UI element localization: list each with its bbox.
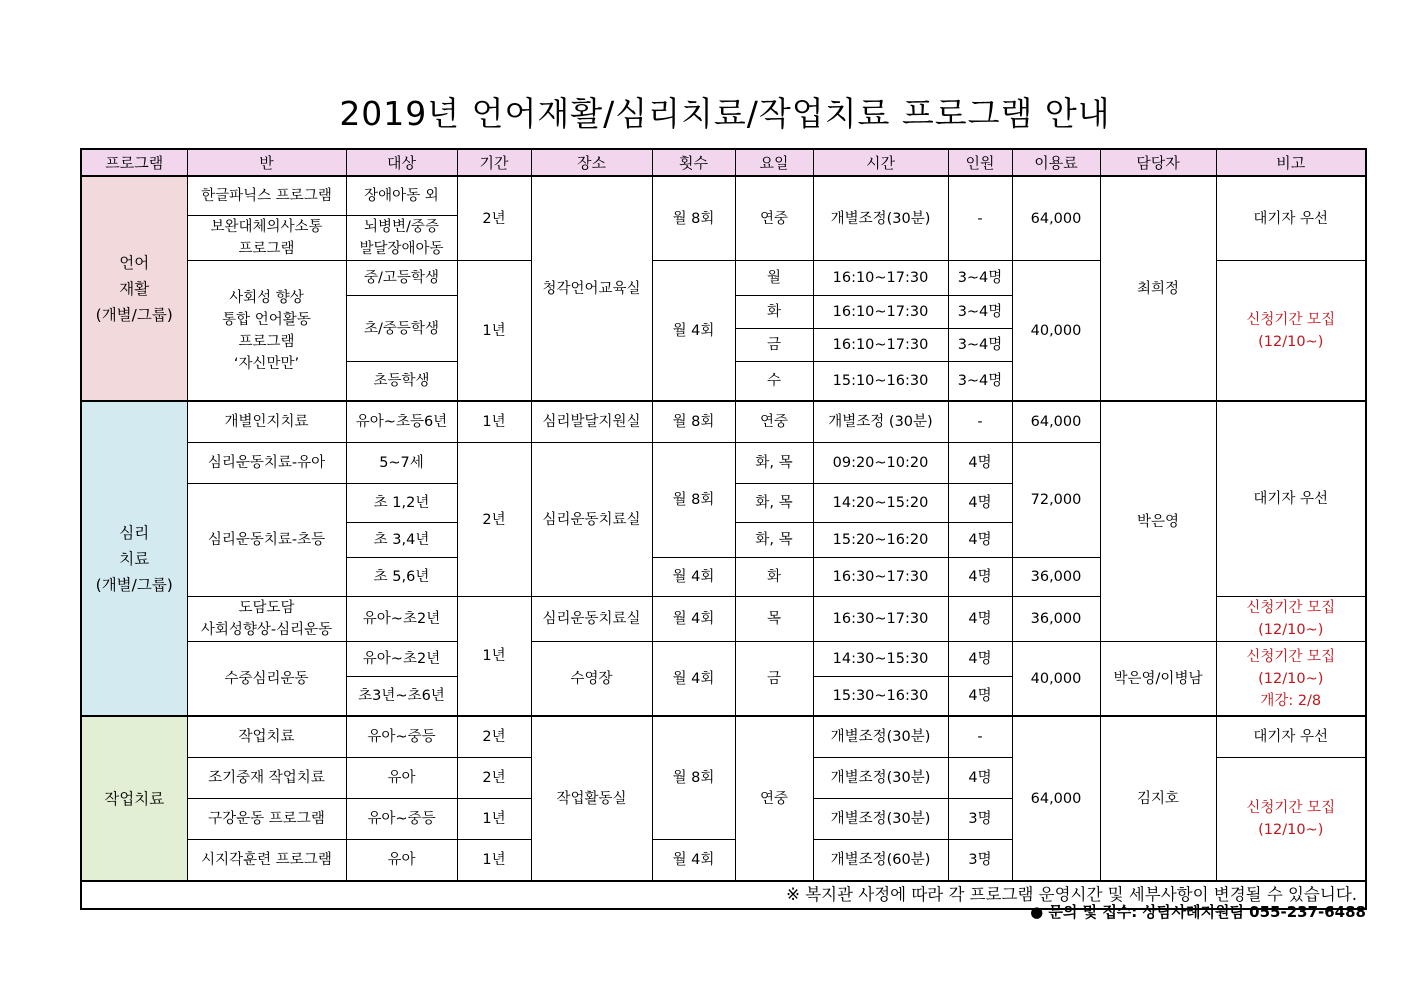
header-place: 장소 xyxy=(531,149,652,176)
table-cell: 초/중등학생 xyxy=(346,296,457,362)
table-cell: 유아~초등6년 xyxy=(346,401,457,443)
header-row xyxy=(81,149,1366,176)
table-cell: 14:20~15:20 xyxy=(813,484,948,523)
table-cell: 유아 xyxy=(346,840,457,882)
table-cell: 1년 xyxy=(457,799,531,840)
table-cell: 월 4회 xyxy=(652,558,735,597)
table-cell: 64,000 xyxy=(1012,401,1100,443)
table-cell: 16:10~17:30 xyxy=(813,329,948,362)
table-row xyxy=(81,716,1366,758)
table-cell: 시지각훈련 프로그램 xyxy=(187,840,346,882)
table-cell: 김지호 xyxy=(1100,716,1216,881)
table-cell: 월 8회 xyxy=(652,716,735,840)
table-cell: 대기자 우선 xyxy=(1216,401,1366,597)
recruit-note: 신청기간 모집 (12/10~) xyxy=(1216,758,1366,882)
table-cell: 개별조정 (30분) xyxy=(813,401,948,443)
table-cell: 16:10~17:30 xyxy=(813,296,948,329)
table-cell: 36,000 xyxy=(1012,597,1100,642)
table-cell: 초 5,6년 xyxy=(346,558,457,597)
table-cell: 2년 xyxy=(457,176,531,261)
table-cell: 박은영 xyxy=(1100,401,1216,642)
table-cell: 중/고등학생 xyxy=(346,261,457,296)
header-note: 비고 xyxy=(1216,149,1366,176)
table-cell: 2년 xyxy=(457,758,531,799)
table-cell: 보완대체의사소통 프로그램 xyxy=(187,216,346,261)
table-cell: 72,000 xyxy=(1012,443,1100,558)
table-cell: 수영장 xyxy=(531,642,652,717)
table-cell: 유아~중등 xyxy=(346,799,457,840)
table-cell: 4명 xyxy=(948,484,1012,523)
table-cell: 대기자 우선 xyxy=(1216,176,1366,261)
table-cell: 한글파닉스 프로그램 xyxy=(187,176,346,216)
table-cell: 15:20~16:20 xyxy=(813,523,948,558)
table-cell: 화, 목 xyxy=(735,484,813,523)
table-cell: 심리운동치료실 xyxy=(531,597,652,642)
table-cell: 수 xyxy=(735,362,813,402)
footnote: ※ 복지관 사정에 따라 각 프로그램 운영시간 및 세부사항이 변경될 수 있습니다. xyxy=(81,881,1366,909)
table-cell: 36,000 xyxy=(1012,558,1100,597)
recruit-note: 신청기간 모집 (12/10~) xyxy=(1216,261,1366,402)
table-cell: - xyxy=(948,716,1012,758)
table-cell: 작업활동실 xyxy=(531,716,652,881)
table-cell: 월 4회 xyxy=(652,261,735,402)
table-cell: 40,000 xyxy=(1012,642,1100,717)
table-cell: 개별조정(30분) xyxy=(813,716,948,758)
table-cell: 화 xyxy=(735,296,813,329)
table-cell: 3명 xyxy=(948,799,1012,840)
table-cell: 3~4명 xyxy=(948,362,1012,402)
table-cell: 2년 xyxy=(457,716,531,758)
table-cell: 3~4명 xyxy=(948,329,1012,362)
table-cell: 4명 xyxy=(948,523,1012,558)
table-cell: 초등학생 xyxy=(346,362,457,402)
table-cell: 2년 xyxy=(457,443,531,597)
table-cell: 연중 xyxy=(735,176,813,261)
table-row xyxy=(81,176,1366,216)
table-cell: 유아~중등 xyxy=(346,716,457,758)
page-title: 2019년 언어재활/심리치료/작업치료 프로그램 안내 xyxy=(339,94,1111,133)
table-cell: 심리운동치료실 xyxy=(531,443,652,597)
table-cell: 금 xyxy=(735,642,813,717)
table-row xyxy=(81,401,1366,443)
header-target: 대상 xyxy=(346,149,457,176)
table-cell: 월 4회 xyxy=(652,597,735,642)
table-cell: 14:30~15:30 xyxy=(813,642,948,677)
table-cell: 뇌병변/중증 발달장애아동 xyxy=(346,216,457,261)
table-cell: 화, 목 xyxy=(735,443,813,484)
header-program: 프로그램 xyxy=(81,149,187,176)
table-cell: 개별조정(30분) xyxy=(813,799,948,840)
table-cell: 월 xyxy=(735,261,813,296)
table-cell: 월 8회 xyxy=(652,443,735,558)
recruit-note: 신청기간 모집 (12/10~) 개강: 2/8 xyxy=(1216,642,1366,717)
table-cell: 16:30~17:30 xyxy=(813,558,948,597)
table-cell: 사회성 향상 통합 언어활동 프로그램 ‘자신만만’ xyxy=(187,261,346,402)
header-day: 요일 xyxy=(735,149,813,176)
table-cell: 16:30~17:30 xyxy=(813,597,948,642)
table-cell: 작업치료 xyxy=(187,716,346,758)
table-cell: 64,000 xyxy=(1012,716,1100,881)
table-cell: 5~7세 xyxy=(346,443,457,484)
table-cell: 4명 xyxy=(948,642,1012,677)
table-cell: 3~4명 xyxy=(948,296,1012,329)
table-cell: 16:10~17:30 xyxy=(813,261,948,296)
category-psychology: 심리 치료 (개별/그룹) xyxy=(81,401,187,716)
table-cell: 15:30~16:30 xyxy=(813,677,948,717)
table-cell: 월 8회 xyxy=(652,176,735,261)
table-cell: 월 8회 xyxy=(652,401,735,443)
table-cell: - xyxy=(948,176,1012,261)
header-class: 반 xyxy=(187,149,346,176)
table-cell: 구강운동 프로그램 xyxy=(187,799,346,840)
table-cell: 4명 xyxy=(948,758,1012,799)
contact-info: ● 문의 및 접수: 상담사례지원팀 055-237-6488 xyxy=(1030,903,1366,921)
table-cell: 박은영/이병남 xyxy=(1100,642,1216,717)
category-language: 언어 재활 (개별/그룹) xyxy=(81,176,187,401)
table-cell: 수중심리운동 xyxy=(187,642,346,717)
table-cell: 1년 xyxy=(457,401,531,443)
header-time: 시간 xyxy=(813,149,948,176)
table-cell: 개별조정(60분) xyxy=(813,840,948,882)
table-cell: 연중 xyxy=(735,401,813,443)
table-cell: 64,000 xyxy=(1012,176,1100,261)
table-cell: 40,000 xyxy=(1012,261,1100,402)
table-cell: 금 xyxy=(735,329,813,362)
table-cell: 3명 xyxy=(948,840,1012,882)
program-table xyxy=(80,148,1367,910)
table-cell: 심리발달지원실 xyxy=(531,401,652,443)
table-cell: 4명 xyxy=(948,677,1012,717)
table-cell: 심리운동치료-초등 xyxy=(187,484,346,597)
table-cell: 3~4명 xyxy=(948,261,1012,296)
header-manager: 담당자 xyxy=(1100,149,1216,176)
table-cell: 연중 xyxy=(735,716,813,881)
table-cell: 월 4회 xyxy=(652,840,735,882)
table-cell: 유아 xyxy=(346,758,457,799)
table-cell: 초3년~초6년 xyxy=(346,677,457,717)
table-cell: 1년 xyxy=(457,261,531,402)
table-cell: 09:20~10:20 xyxy=(813,443,948,484)
table-cell: 유아~초2년 xyxy=(346,642,457,677)
header-people: 인원 xyxy=(948,149,1012,176)
table-cell: 목 xyxy=(735,597,813,642)
table-cell: 유아~초2년 xyxy=(346,597,457,642)
table-cell: 최희정 xyxy=(1100,176,1216,401)
table-cell: 장애아동 외 xyxy=(346,176,457,216)
table-cell: 화, 목 xyxy=(735,523,813,558)
table-cell: 개별조정(30분) xyxy=(813,758,948,799)
table-cell: 심리운동치료-유아 xyxy=(187,443,346,484)
header-count: 횟수 xyxy=(652,149,735,176)
table-cell: 초 3,4년 xyxy=(346,523,457,558)
table-cell: 4명 xyxy=(948,597,1012,642)
table-cell: 개별인지치료 xyxy=(187,401,346,443)
table-cell: 개별조정(30분) xyxy=(813,176,948,261)
category-occupational: 작업치료 xyxy=(81,716,187,881)
table-row xyxy=(81,642,1366,677)
table-cell: 조기중재 작업치료 xyxy=(187,758,346,799)
recruit-note: 신청기간 모집 (12/10~) xyxy=(1216,597,1366,642)
table-cell: 1년 xyxy=(457,597,531,717)
table-cell: 화 xyxy=(735,558,813,597)
table-cell: 도담도담 사회성향상-심리운동 xyxy=(187,597,346,642)
table-cell: 대기자 우선 xyxy=(1216,716,1366,758)
header-period: 기간 xyxy=(457,149,531,176)
table-cell: 4명 xyxy=(948,443,1012,484)
header-fee: 이용료 xyxy=(1012,149,1100,176)
table-cell: 4명 xyxy=(948,558,1012,597)
table-cell: - xyxy=(948,401,1012,443)
table-cell: 월 4회 xyxy=(652,642,735,717)
table-cell: 15:10~16:30 xyxy=(813,362,948,402)
table-cell: 1년 xyxy=(457,840,531,882)
table-cell: 초 1,2년 xyxy=(346,484,457,523)
table-cell: 청각언어교육실 xyxy=(531,176,652,401)
